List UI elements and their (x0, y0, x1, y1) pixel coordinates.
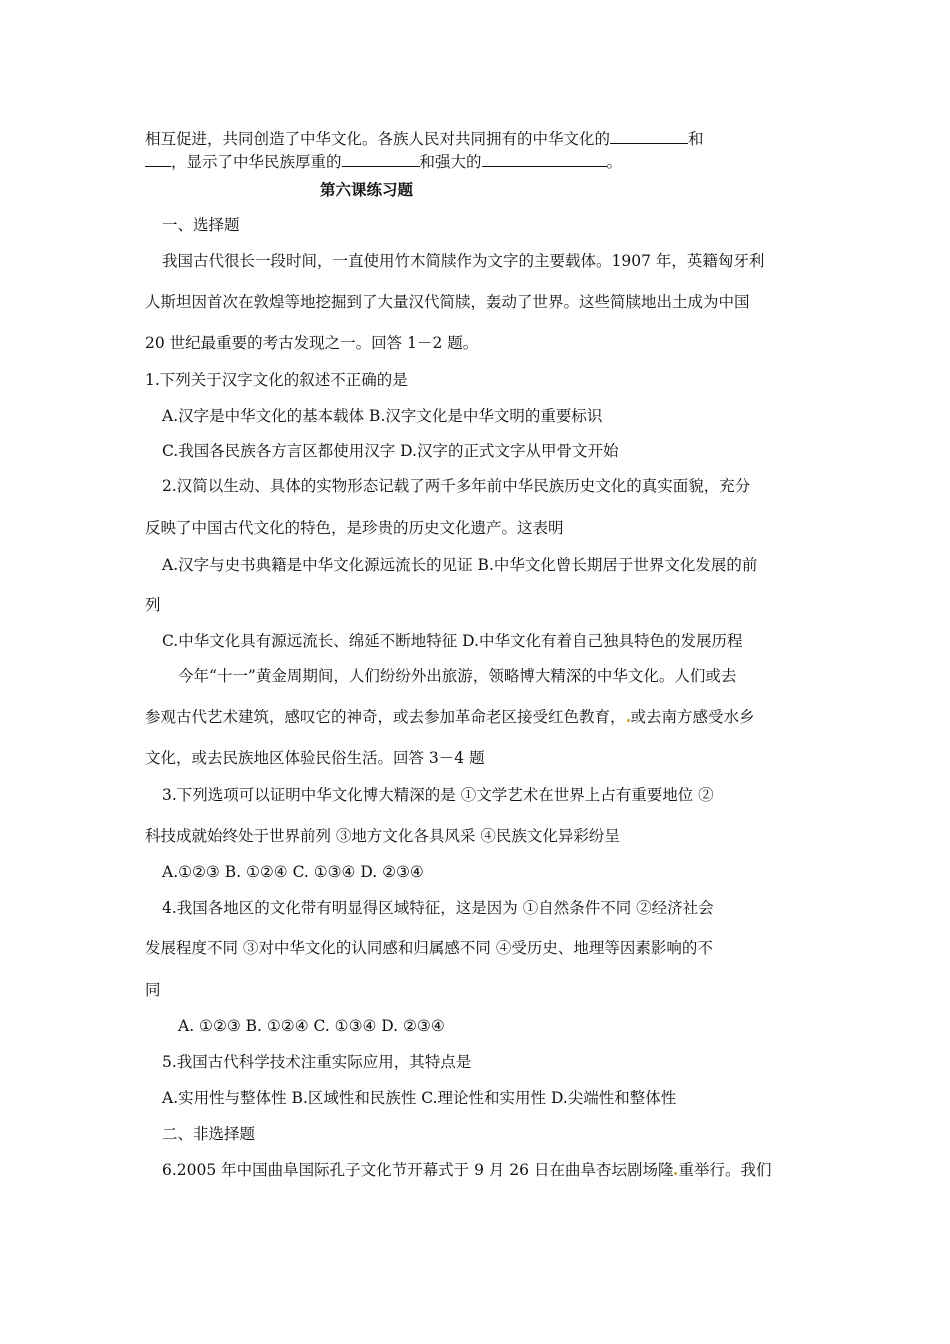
section-heading-choice: 一、选择题 (162, 216, 240, 234)
page-title: 第六课练习题 (320, 181, 414, 199)
question-stem: 反映了中国古代文化的特色，是珍贵的历史文化遗产。这表明 (145, 519, 564, 537)
question-stem: 科技成就始终处于世界前列 ③地方文化各具风采 ④民族文化异彩纷呈 (145, 827, 620, 845)
question-options: C.我国各民族各方言区都使用汉字 D.汉字的正式文字从甲骨文开始 (162, 442, 619, 460)
passage-text: 参观古代艺术建筑，感叹它的神奇，或去参加革命老区接受红色教育， (145, 708, 626, 726)
passage-line: 文化，或去民族地区体验民俗生活。回答 3－4 题 (145, 749, 485, 767)
fill-blank[interactable] (482, 151, 607, 167)
question-text: 6.2005 年中国曲阜国际孔子文化节开幕式于 9 月 26 日在曲阜杏坛剧场隆 (162, 1161, 674, 1179)
question-options: A.实用性与整体性 B.区域性和民族性 C.理论性和实用性 D.尖端性和整体性 (162, 1089, 677, 1107)
fill-blank[interactable] (145, 151, 171, 167)
intro-text: 和强大的 (419, 153, 482, 171)
question-stem (162, 1160, 771, 1180)
fill-blank[interactable] (610, 128, 688, 144)
passage-line: 20 世纪最重要的考古发现之一。回答 1－2 题。 (145, 334, 479, 352)
question-options: C.中华文化具有源远流长、绵延不断地特征 D.中华文化有着自己独具特色的发展历程 (162, 632, 743, 650)
intro-text: 。 (606, 153, 623, 171)
question-stem: 5.我国古代科学技术注重实际应用，其特点是 (162, 1053, 472, 1071)
intro-text: ，显示了中华民族厚重的 (171, 153, 342, 171)
question-stem: 1.下列关于汉字文化的叙述不正确的是 (145, 371, 408, 389)
question-stem: 同 (145, 981, 161, 999)
question-options: A. ①②③ B. ①②④ C. ①③④ D. ②③④ (178, 1017, 445, 1035)
intro-text: 和 (688, 130, 704, 148)
intro-line-2 (145, 151, 622, 172)
decorative-dot (627, 719, 630, 722)
question-options: 列 (145, 596, 161, 614)
fill-blank[interactable] (342, 151, 420, 167)
passage-line: 今年“十一”黄金周期间，人们纷纷外出旅游，领略博大精深的中华文化。人们或去 (178, 667, 737, 685)
question-text: 重举行。我们 (678, 1161, 772, 1179)
question-options: A.汉字与史书典籍是中华文化源远流长的见证 B.中华文化曾长期居于世界文化发展的前 (162, 556, 758, 574)
passage-line: 人斯坦因首次在敦煌等地挖掘到了大量汉代简牍，轰动了世界。这些简牍地出土成为中国 (145, 293, 750, 311)
question-options: A.①②③ B. ①②④ C. ①③④ D. ②③④ (162, 863, 424, 881)
intro-line-1 (145, 128, 704, 149)
question-options: A.汉字是中华文化的基本载体 B.汉字文化是中华文明的重要标识 (162, 407, 603, 425)
question-stem: 发展程度不同 ③对中华文化的认同感和归属感不同 ④受历史、地理等因素影响的不 (145, 939, 713, 957)
section-heading-nonchoice: 二、非选择题 (162, 1125, 256, 1143)
question-stem: 4.我国各地区的文化带有明显得区域特征，这是因为 ①自然条件不同 ②经济社会 (162, 899, 714, 917)
intro-text: 相互促进，共同创造了中华文化。各族人民对共同拥有的中华文化的 (145, 130, 611, 148)
passage-text: 或去南方感受水乡 (630, 708, 755, 726)
passage-line (145, 707, 755, 727)
question-stem: 2.汉简以生动、具体的实物形态记载了两千多年前中华民族历史文化的真实面貌，充分 (162, 477, 751, 495)
question-stem: 3.下列选项可以证明中华文化博大精深的是 ①文学艺术在世界上占有重要地位 ② (162, 786, 714, 804)
passage-line: 我国古代很长一段时间，一直使用竹木简牍作为文字的主要载体。1907 年，英籍匈牙利 (162, 252, 765, 270)
